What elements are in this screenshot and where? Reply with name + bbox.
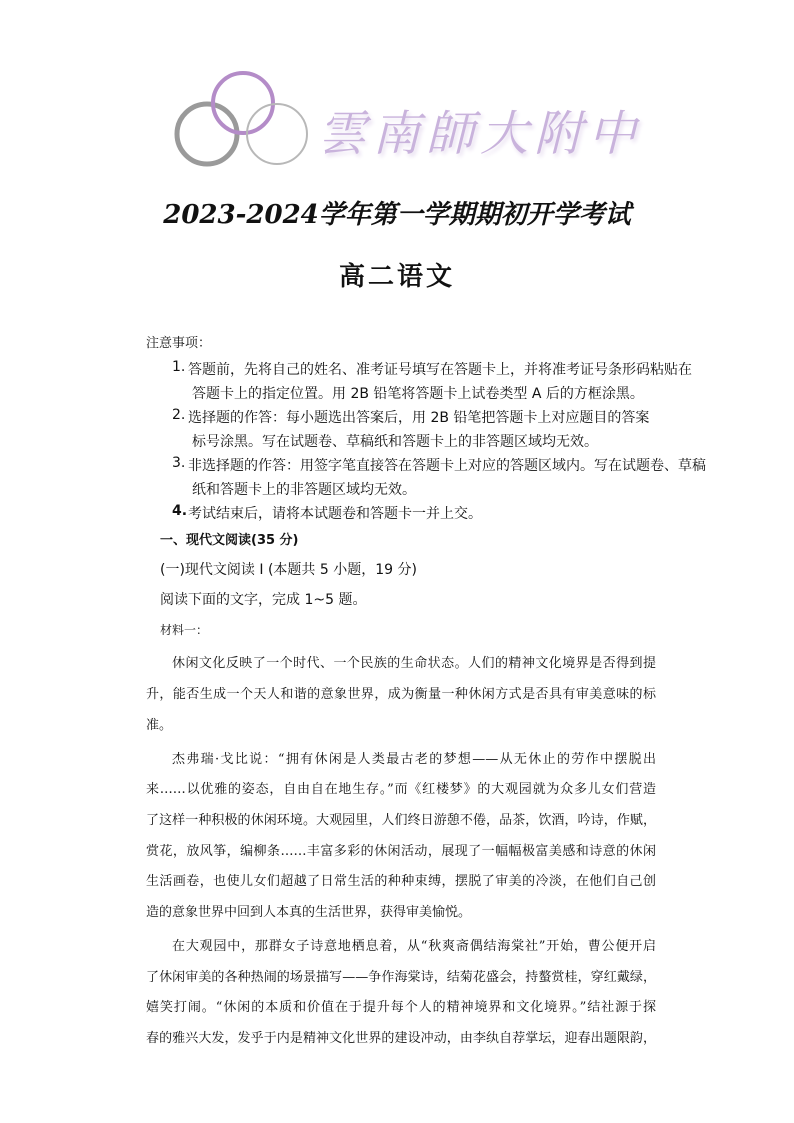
note-line: 非选择题的作答：用签字笔直接答在答题卡上对应的答题区域内。写在试题卷、草稿 — [188, 458, 706, 474]
note-line: 答题前，先将自己的姓名、准考证号填写在答题卡上，并将准考证号条形码粘贴在 — [188, 362, 692, 378]
school-name-calligraphy: 雲南師大附中 — [318, 106, 643, 162]
paragraph-line: 生活画卷，也使儿女们超越了日常生活的种种束缚，摆脱了审美的冷淡，在他们自己创 — [146, 874, 656, 889]
note-line: 答题卡上的指定位置。用 2B 铅笔将答题卡上试卷类型 A 后的方框涂黑。 — [192, 386, 644, 402]
note-number: 1. — [172, 359, 186, 375]
rings-logo-icon — [165, 68, 315, 178]
paragraph-line: 准。 — [146, 718, 173, 733]
paragraph-line: 升，能否生成一个天人和谐的意象世界，成为衡量一种休闲方式是否具有审美意味的标 — [146, 687, 656, 702]
note-number: 4. — [172, 503, 188, 519]
paragraph-line: 休闲文化反映了一个时代、一个民族的生命状态。人们的精神文化境界是否得到提 — [172, 656, 656, 671]
material-label: 材料一： — [160, 623, 209, 637]
exam-title: 2023-2024学年第一学期期初开学考试 — [163, 200, 631, 230]
paragraph-line: 赏花，放风筝，编柳条……丰富多彩的休闲活动，展现了一幅幅极富美感和诗意的休闲 — [146, 844, 656, 859]
note-number: 2. — [172, 407, 186, 423]
exam-subtitle: 高二语文 — [338, 262, 455, 292]
note-line: 纸和答题卡上的非答题区域均无效。 — [192, 482, 416, 498]
notes-heading: 注意事项： — [146, 336, 212, 351]
reading-instruction: 阅读下面的文字，完成 1~5 题。 — [160, 592, 367, 608]
paragraph-line: 嬉笑打闹。“休闲的本质和价值在于提升每个人的精神境界和文化境界。”结社源于探 — [146, 1000, 656, 1015]
paragraph-line: 造的意象世界中回到人本真的生活世界，获得审美愉悦。 — [146, 905, 472, 920]
paragraph-line: 春的雅兴大发，发乎于内是精神文化世界的建设冲动，由李纨自荐掌坛，迎春出题限韵， — [146, 1031, 656, 1046]
paragraph-line: 了休闲审美的各种热闹的场景描写——争作海棠诗，结菊花盛会，持螯赏桂，穿红戴绿， — [146, 970, 656, 985]
paragraph-line: 在大观园中，那群女子诗意地栖息着，从“秋爽斋偶结海棠社”开始，曹公便开启 — [172, 939, 656, 954]
note-line: 选择题的作答：每小题选出答案后，用 2B 铅笔把答题卡上对应题目的答案 — [188, 410, 650, 426]
note-number: 3. — [172, 455, 186, 471]
section-heading: 一、现代文阅读(35 分) — [160, 533, 299, 548]
note-line: 标号涂黑。写在试题卷、草稿纸和答题卡上的非答题区域均无效。 — [192, 434, 598, 450]
paragraph-line: 来……以优雅的姿态，自由自在地生存。”而《红楼梦》的大观园就为众多儿女们营造 — [146, 782, 656, 797]
note-line: 考试结束后，请将本试题卷和答题卡一并上交。 — [188, 506, 482, 522]
paragraph-line: 杰弗瑞·戈比说：“拥有休闲是人类最古老的梦想——从无休止的劳作中摆脱出 — [172, 752, 656, 767]
paragraph-line: 了这样一种积极的休闲环境。大观园里，人们终日游憩不倦，品茶，饮酒，吟诗，作赋， — [146, 813, 656, 828]
section-subheading: (一)现代文阅读 I (本题共 5 小题，19 分) — [160, 562, 417, 578]
